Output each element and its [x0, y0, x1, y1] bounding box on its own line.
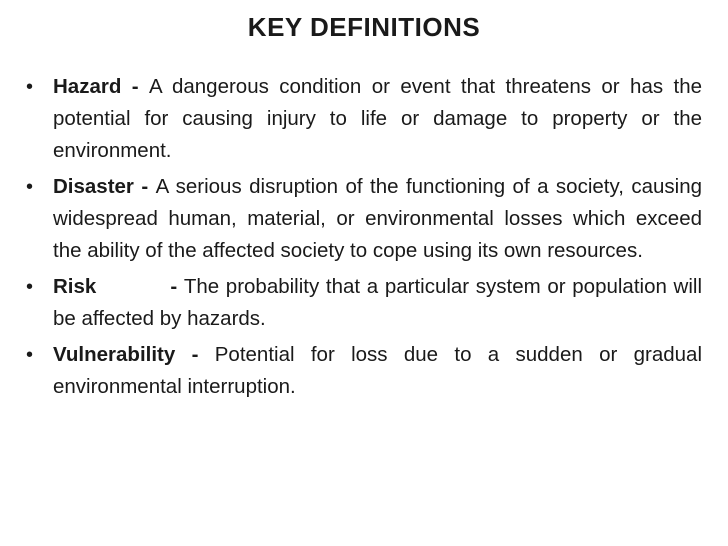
definition-term: Vulnerability [53, 343, 176, 366]
bullet-icon: • [26, 344, 34, 366]
definition-term: Risk [53, 275, 97, 298]
definition-text: A dangerous condition or event that threatens or has the potential for causing injury to life or damage to property or the environment. [53, 75, 703, 162]
definition-separator: - [133, 175, 156, 198]
definition-text: The probability that a particular system or population will be affected by hazards. [53, 275, 703, 330]
definition-term: Disaster [53, 175, 134, 198]
slide-title: KEY DEFINITIONS [247, 12, 481, 42]
definition-text: Potential for loss due to a sudden or gradual environmental interruption. [53, 343, 703, 398]
definition-disaster [26, 171, 702, 267]
definition-term: Hazard [53, 75, 122, 98]
definition-separator: - [170, 275, 184, 298]
definitions-list [26, 71, 702, 407]
bullet-icon: • [26, 76, 34, 98]
definition-hazard [26, 71, 702, 167]
definition-separator: - [175, 343, 215, 366]
definition-vulnerability [26, 339, 702, 403]
bullet-icon: • [26, 176, 34, 198]
definition-separator: - [121, 75, 150, 98]
bullet-icon: • [26, 276, 34, 298]
definition-risk [26, 271, 702, 335]
definition-text: A serious disruption of the functioning of a society, causing widespread human, material, or environmental losses which exceed the ability of the affected society to cope using its own resources. [53, 175, 702, 262]
